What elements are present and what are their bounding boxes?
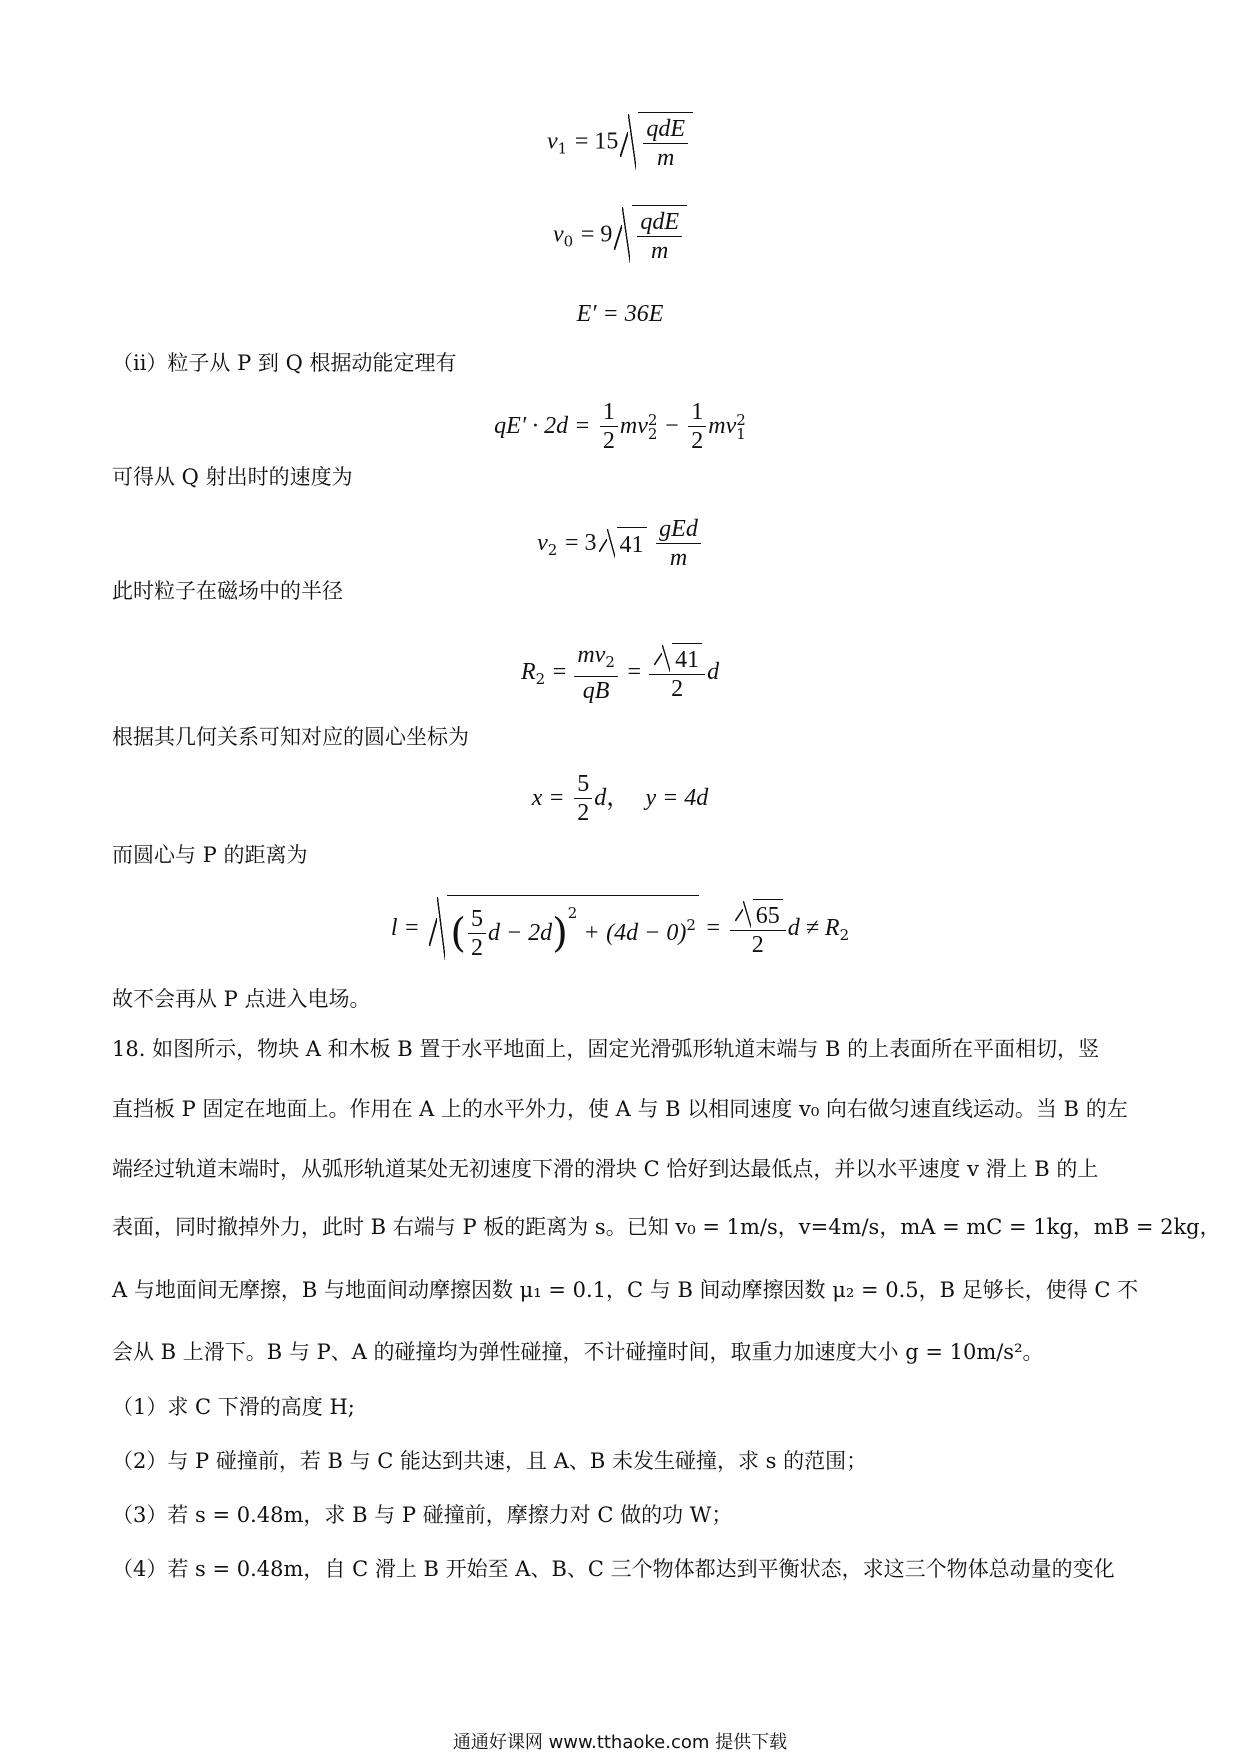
eq-lhs: qE′ · 2d = xyxy=(494,413,591,439)
eq-numerator: 1 xyxy=(600,398,618,427)
eq-denominator: 2 xyxy=(691,428,704,454)
problem-18-line-5: A 与地面间无摩擦，B 与地面间动摩擦因数 μ₁ = 0.1，C 与 B 间动摩擦因数 μ₂ = 0.5，B 足够长，使得 C 不 xyxy=(112,1278,1139,1302)
text-part-ii: （ii）粒子从 P 到 Q 根据动能定理有 xyxy=(112,351,457,375)
eq-x: x = xyxy=(531,785,565,811)
eq-denominator: 2 xyxy=(470,935,483,961)
eq-radicand: 41 xyxy=(672,643,702,674)
text-conclusion: 故不会再从 P 点进入电场。 xyxy=(112,987,371,1011)
eq-numerator: qdE xyxy=(637,208,682,237)
sqrt-symbol xyxy=(618,112,693,172)
equation-energy xyxy=(0,398,1240,455)
eq-numerator: qdE xyxy=(643,115,688,144)
equation-center xyxy=(0,770,1240,827)
eq-subscript: 2 xyxy=(535,670,546,688)
text-center-coords: 根据其几何关系可知对应的圆心坐标为 xyxy=(112,725,469,749)
equation-v2 xyxy=(0,515,1240,572)
eq-symbol: R xyxy=(520,659,536,685)
eq-numerator: 5 xyxy=(574,770,592,799)
sqrt-symbol xyxy=(652,643,702,674)
subquestion-2: （2）与 P 碰撞前，若 B 与 C 能达到共速，且 A、B 未发生碰撞，求 s 的范围； xyxy=(112,1449,868,1473)
eq-denominator: 2 xyxy=(602,428,615,454)
eq-radicand: 41 xyxy=(617,527,647,560)
eq-denominator: m xyxy=(657,145,675,171)
eq-subscript: 1 xyxy=(736,424,746,443)
eq-operator: − xyxy=(665,413,679,439)
sqrt-symbol xyxy=(733,899,783,930)
equation-distance xyxy=(0,895,1240,962)
eq-term: mv xyxy=(619,413,648,439)
eq-numerator: mv xyxy=(577,642,606,668)
eq-subscript: 2 xyxy=(647,424,658,443)
sqrt-symbol xyxy=(597,527,647,560)
eq-inner: d − 2d xyxy=(487,920,553,946)
eq-operator: + xyxy=(584,920,599,946)
subquestion-3: （3）若 s = 0.48m，求 B 与 P 碰撞前，摩擦力对 C 做的功 W； xyxy=(112,1503,733,1527)
problem-18-line-2: 直挡板 P 固定在地面上。作用在 A 上的水平外力，使 A 与 B 以相同速度 v₀ 向右做匀速直线运动。当 B 的左 xyxy=(112,1097,1128,1121)
eq-coefficient: 15 xyxy=(594,128,619,155)
text-distance: 而圆心与 P 的距离为 xyxy=(112,843,308,867)
eq-text: E′ = 36E xyxy=(576,301,664,327)
eq-y: y = 4d xyxy=(645,785,709,811)
eq-numerator: 5 xyxy=(468,905,486,934)
sqrt-symbol xyxy=(612,205,687,265)
eq-operator: = 3 xyxy=(564,530,597,556)
eq-numerator: gEd xyxy=(656,515,701,544)
eq-subscript: 2 xyxy=(547,541,558,559)
eq-subscript: 1 xyxy=(557,139,568,158)
eq-term: (4d − 0) xyxy=(606,920,687,946)
eq-denominator: 2 xyxy=(671,675,684,702)
eq-denominator: m xyxy=(651,238,669,264)
eq-superscript: 2 xyxy=(736,410,746,429)
problem-18-line-1: 18. 如图所示，物块 A 和木板 B 置于水平地面上，固定光滑弧形轨道末端与 B 的上表面所在平面相切，竖 xyxy=(112,1037,1100,1061)
eq-numerator: 1 xyxy=(688,398,706,427)
eq-tail: d xyxy=(707,659,720,685)
eq-subscript: 2 xyxy=(839,926,850,944)
eq-term: mv xyxy=(708,413,737,439)
equation-e-prime xyxy=(0,298,1240,329)
eq-denominator: m xyxy=(669,545,688,571)
eq-operator: = xyxy=(706,915,721,941)
eq-superscript: 2 xyxy=(686,916,696,934)
eq-symbol: v xyxy=(537,530,548,556)
problem-18-line-6: 会从 B 上滑下。B 与 P、A 的碰撞均为弹性碰撞，不计碰撞时间，取重力加速度大小 g = 10m/s²。 xyxy=(112,1340,1044,1364)
problem-18-line-3: 端经过轨道末端时，从弧形轨道某处无初速度下滑的滑块 C 恰好到达最低点，并以水平速度 v 滑上 B 的上 xyxy=(112,1157,1099,1181)
text-radius: 此时粒子在磁场中的半径 xyxy=(112,579,343,603)
equation-v0: $v_0 = 9$ $\frac{\text{qdE}}{m}$ xyxy=(0,205,1240,265)
eq-denominator: 2 xyxy=(577,800,590,826)
subquestion-1: （1）求 C 下滑的高度 H; xyxy=(112,1395,355,1419)
eq-denominator: qB xyxy=(582,678,610,704)
eq-denominator: 2 xyxy=(751,931,764,958)
eq-d: d xyxy=(594,785,607,811)
eq-subscript: 0 xyxy=(563,232,574,251)
eq-subscript: 2 xyxy=(605,653,615,671)
subquestion-4: （4）若 s = 0.48m，自 C 滑上 B 开始至 A、B、C 三个物体都达到平衡状态，求这三个物体总动量的变化 xyxy=(112,1557,1115,1581)
equation-r2: $R_2$ = $\frac{mv_2}{qB}$ = $\frac{41}{2}$ d xyxy=(520,642,720,704)
problem-18-line-4: 表面，同时撤掉外力，此时 B 右端与 P 板的距离为 s。已知 v₀ = 1m/s，v=4m/s，mA = mC = 1kg，mB = 2kg， xyxy=(112,1215,1221,1239)
eq-superscript: 2 xyxy=(647,410,658,429)
page-footer: 通通好课网 www.tthaoke.com 提供下载 xyxy=(452,1732,788,1753)
text-exit-speed: 可得从 Q 射出时的速度为 xyxy=(112,465,353,489)
eq-symbol: v xyxy=(546,128,558,155)
eq-tail: d ≠ R xyxy=(787,915,840,941)
eq-separator: ， xyxy=(606,785,631,811)
eq-l: l = xyxy=(390,915,420,941)
eq-symbol: v xyxy=(552,221,564,248)
equation-v1: $v_1 = 15$ $\frac{\text{qdE}}{m}$ xyxy=(0,112,1240,172)
sqrt-symbol: ( $\frac{5}{2}$ $d - 2d)^2 + (4d - 0)^2$ xyxy=(427,895,699,962)
eq-radicand: 65 xyxy=(753,899,783,930)
eq-coefficient: 9 xyxy=(600,221,613,248)
eq-superscript: 2 xyxy=(567,904,578,922)
